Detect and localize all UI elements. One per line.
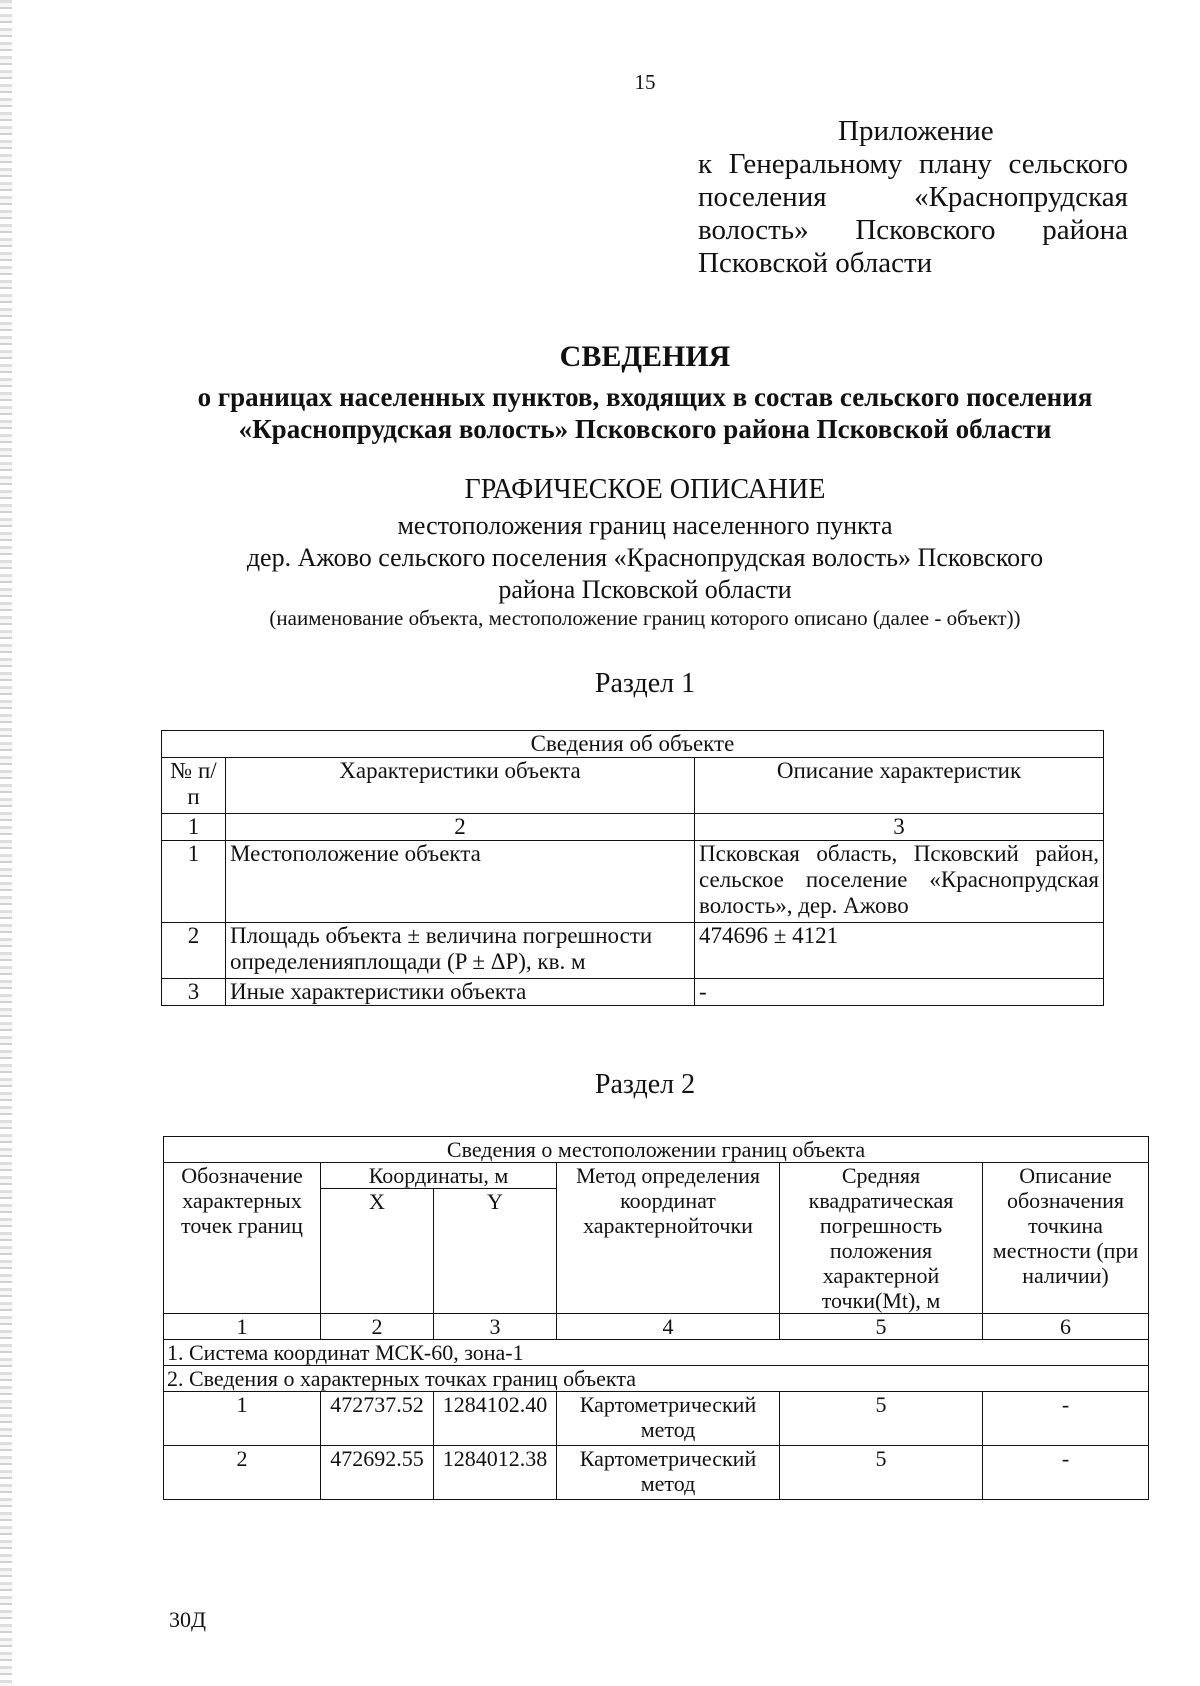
- row-name: Площадь объекта ± величина погрешности определенияплощади (P ± ΔP), кв. м: [226, 923, 695, 979]
- object-info-table: [161, 730, 1104, 1006]
- header-point-description: Описание обозначения точкина местности (при наличии): [983, 1163, 1149, 1314]
- appendix-line: к Генеральному плану сельского: [698, 148, 1128, 180]
- document-heading: СВЕДЕНИЯ: [559, 340, 731, 373]
- table-row: [164, 1392, 1149, 1446]
- point-description: -: [983, 1446, 1149, 1500]
- scan-edge: [0, 0, 12, 1686]
- point-description: -: [983, 1392, 1149, 1446]
- appendix-block: [698, 115, 1128, 280]
- col-number: 2: [226, 814, 695, 841]
- point-number: 2: [164, 1446, 321, 1500]
- subheading-line: о границах населенных пунктов, входящих в состав сельского поселения: [197, 382, 1093, 412]
- col-number: 6: [983, 1314, 1149, 1340]
- point-y: 1284102.40: [434, 1392, 557, 1446]
- table-row: [164, 1446, 1149, 1500]
- header-method: Метод определения координат характернойточки: [557, 1163, 780, 1314]
- header-number: № п/п: [162, 758, 226, 814]
- col-number: 1: [164, 1314, 321, 1340]
- section1-title: Раздел 1: [594, 668, 696, 699]
- row-value: 474696 ± 4121: [695, 923, 1104, 979]
- row-number: 3: [162, 979, 226, 1006]
- header-characteristic: Характеристики объекта: [226, 758, 695, 814]
- row-name: Местоположение объекта: [226, 841, 695, 923]
- point-method: Картометрический метод: [557, 1392, 780, 1446]
- graphic-line: местоположения границ населенного пункта: [397, 511, 893, 540]
- header-coordinates: Координаты, м: [321, 1163, 557, 1189]
- appendix-line: поселения «Краснопрудская: [698, 181, 1128, 213]
- point-error: 5: [780, 1392, 983, 1446]
- point-x: 472737.52: [321, 1392, 434, 1446]
- point-error: 5: [780, 1446, 983, 1500]
- page-number: 15: [634, 70, 656, 94]
- header-description: Описание характеристик: [695, 758, 1104, 814]
- appendix-line: Псковской области: [698, 247, 933, 279]
- table-row: [162, 979, 1104, 1006]
- subheading-line: «Краснопрудская волость» Псковского района Псковской области: [238, 414, 1052, 444]
- row-value: Псковская область, Псковский район, сельское поселение «Краснопрудская волость», дер. Ажово: [695, 841, 1104, 923]
- header-x: X: [321, 1189, 434, 1314]
- point-number: 1: [164, 1392, 321, 1446]
- header-designation: Обозначение характерных точек границ: [164, 1163, 321, 1314]
- col-number: 3: [434, 1314, 557, 1340]
- col-number: 1: [162, 814, 226, 841]
- graphic-description-title: ГРАФИЧЕСКОЕ ОПИСАНИЕ: [464, 474, 826, 505]
- point-y: 1284012.38: [434, 1446, 557, 1500]
- document-subheading: [0, 381, 1200, 445]
- col-number: 2: [321, 1314, 434, 1340]
- row-number: 1: [162, 841, 226, 923]
- appendix-line: волость» Псковского района: [698, 214, 1128, 246]
- table-row: [162, 923, 1104, 979]
- point-method: Картометрический метод: [557, 1446, 780, 1500]
- section2-title: Раздел 2: [594, 1069, 696, 1100]
- graphic-note: (наименование объекта, местоположение границ которого описано (далее - объект)): [269, 606, 1021, 630]
- boundary-points-table: [163, 1136, 1149, 1500]
- col-number: 3: [695, 814, 1104, 841]
- graphic-line: района Псковской области: [498, 575, 792, 604]
- row-value: -: [695, 979, 1104, 1006]
- table-row: [162, 841, 1104, 923]
- coordinate-system-row: 1. Система координат МСК-60, зона-1: [164, 1340, 1149, 1366]
- col-number: 4: [557, 1314, 780, 1340]
- table2-title: Сведения о местоположении границ объекта: [164, 1137, 1149, 1163]
- point-x: 472692.55: [321, 1446, 434, 1500]
- footer-code: 30Д: [169, 1607, 207, 1632]
- graphic-line: дер. Ажово сельского поселения «Краснопрудская волость» Псковского: [246, 543, 1044, 572]
- appendix-title: Приложение: [838, 115, 994, 147]
- header-error: Средняя квадратическая погрешность положения характерной точки(Mt), м: [780, 1163, 983, 1314]
- points-info-row: 2. Сведения о характерных точках границ объекта: [164, 1366, 1149, 1392]
- table1-title: Сведения об объекте: [162, 731, 1104, 758]
- row-number: 2: [162, 923, 226, 979]
- header-y: Y: [434, 1189, 557, 1314]
- col-number: 5: [780, 1314, 983, 1340]
- row-name: Иные характеристики объекта: [226, 979, 695, 1006]
